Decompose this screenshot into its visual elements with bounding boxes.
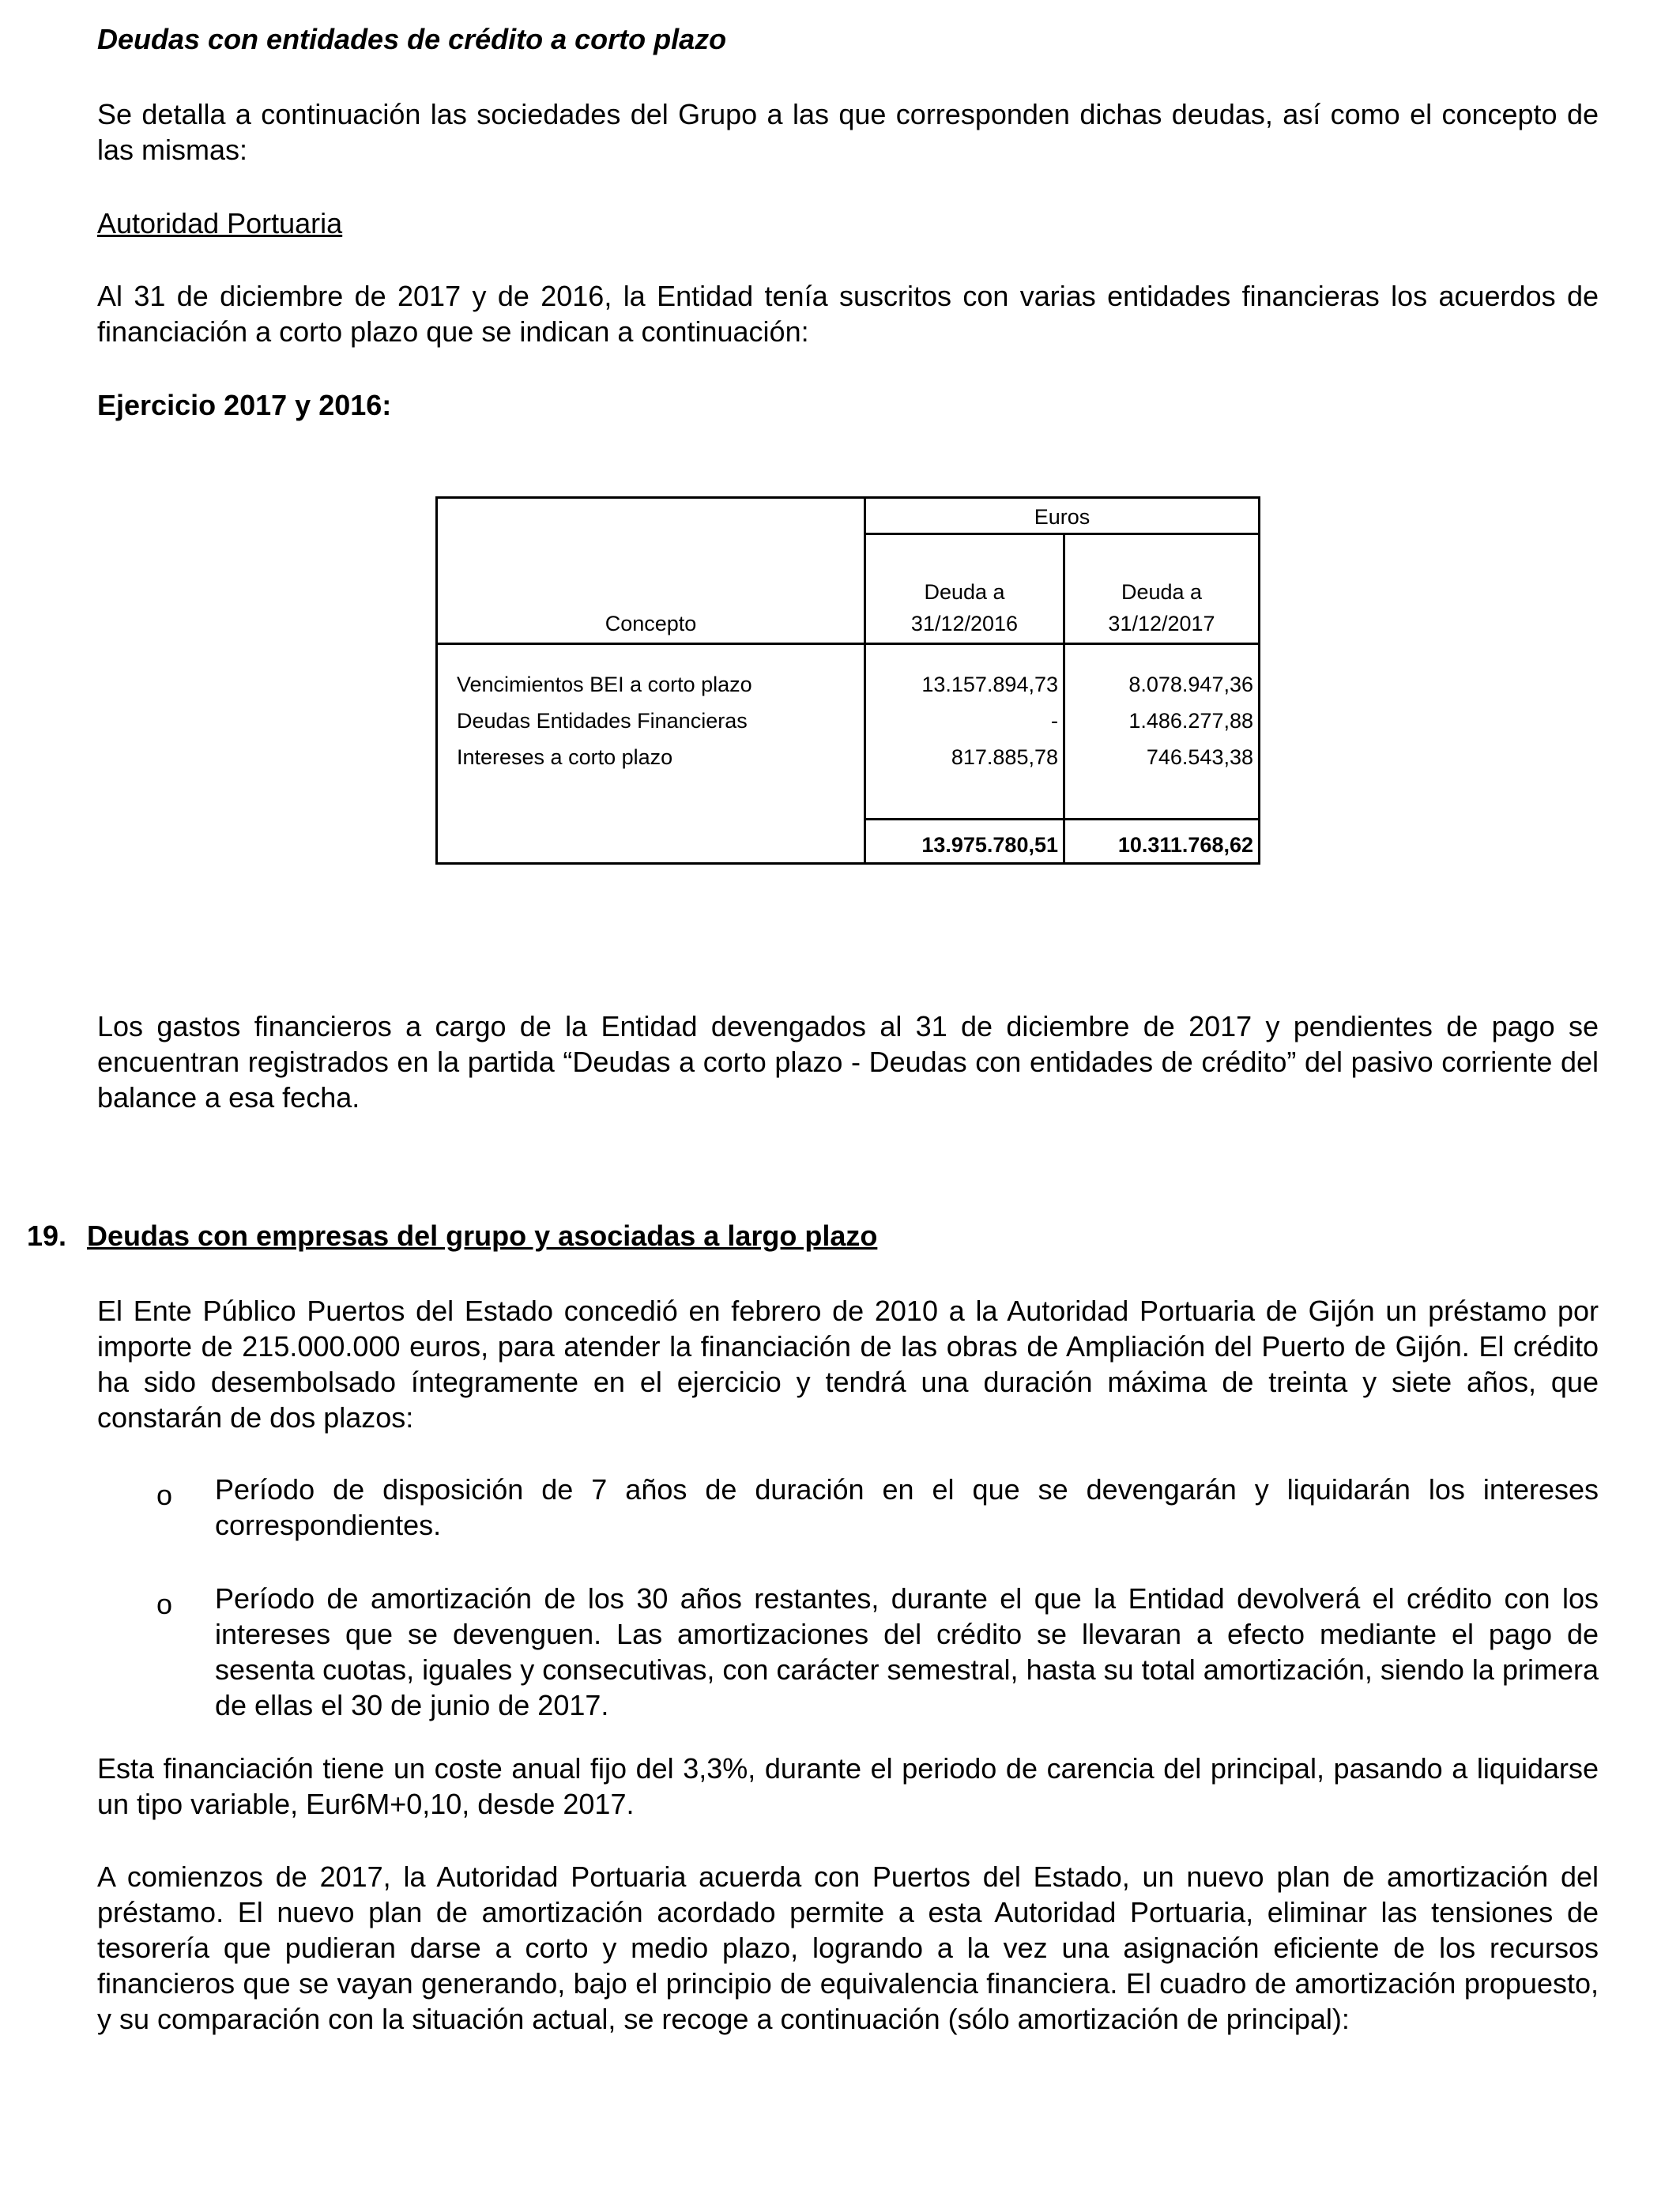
table-header-2016-line2: 31/12/2016 [910, 612, 1019, 635]
table-line-header [438, 643, 1258, 645]
list-bullet: o [156, 1479, 173, 1511]
list-bullet: o [156, 1588, 173, 1620]
section-title: Deudas con empresas del grupo y asociadas a largo plazo [87, 1220, 878, 1252]
table-line-total [864, 818, 1258, 820]
table-header-2017-line1: Deuda a [1121, 580, 1203, 604]
table-row-value-2017: 746.543,38 [1146, 745, 1253, 769]
table-header-2017-line2: 31/12/2017 [1108, 612, 1215, 635]
table-row-concept: Intereses a corto plazo [457, 745, 673, 769]
short-term-debt-table [435, 496, 1260, 865]
list-item-amortization-period: Período de amortización de los 30 años restantes, durante el que la Entidad devolverá el crédito con los intereses que se devenguen. Las amortizaciones del crédito se llevaran a efecto mediante el pago de sesenta cuotas, iguales y consecutivas, con carácter semestral, hasta su total amortización, siendo la primera de ellas el 30 de junio de 2017. [215, 1582, 1599, 1721]
table-row-value-2017: 8.078.947,36 [1128, 673, 1253, 696]
exercise-heading: Ejercicio 2017 y 2016: [97, 389, 392, 421]
table-row-concept: Deudas Entidades Financieras [457, 709, 748, 733]
table-header-2016-line1: Deuda a [924, 580, 1005, 604]
expenses-paragraph: Los gastos financieros a cargo de la Entidad devengados al 31 de diciembre de 2017 y pendientes de pago se encuentran registrados en la partida “Deudas a corto plazo - Deudas con entidades de crédito” del pasivo corriente del balance a esa fecha. [97, 1010, 1599, 1114]
list-item-disposition-period: Período de disposición de 7 años de duración en el que se devengarán y liquidarán los intereses correspondientes. [215, 1473, 1599, 1541]
section-number: 19. [27, 1220, 67, 1252]
table-header-concept: Concepto [605, 612, 697, 635]
table-row-concept: Vencimientos BEI a corto plazo [457, 673, 752, 696]
table-header-euros: Euros [1034, 505, 1090, 529]
loan-paragraph: El Ente Público Puertos del Estado concedió en febrero de 2010 a la Autoridad Portuaria de Gijón un préstamo por importe de 215.000.000 euros, para atender la financiación de las obras de Ampliación del Puerto de Gijón. El crédito ha sido desembolsado íntegramente en el ejercicio y tendrá una duración máxima de treinta y siete años, que constarán de dos plazos: [97, 1295, 1599, 1434]
agreements-paragraph: Al 31 de diciembre de 2017 y de 2016, la Entidad tenía suscritos con varias entidades financieras los acuerdos de financiación a corto plazo que se indican a continuación: [97, 280, 1599, 348]
table-row-value-2016: 817.885,78 [951, 745, 1058, 769]
table-row-value-2017: 1.486.277,88 [1128, 709, 1253, 733]
table-line-euros [864, 533, 1258, 535]
table-row-value-2016: - [1051, 709, 1058, 733]
plan-paragraph: A comienzos de 2017, la Autoridad Portuaria acuerda con Puertos del Estado, un nuevo plan de amortización del préstamo. El nuevo plan de amortización acordado permite a esta Autoridad Portuaria, eliminar las tensiones de tesorería que pudieran darse a corto y medio plazo, logrando a la vez una asignación eficiente de los recursos financieros que se vayan generando, bajo el principio de equivalencia financiera. El cuadro de amortización propuesto, y su comparación con la situación actual, se recoge a continuación (sólo amortización de principal): [97, 1860, 1599, 2035]
section-heading-short-term-debt: Deudas con entidades de crédito a corto plazo [97, 23, 727, 55]
intro-paragraph: Se detalla a continuación las sociedades del Grupo a las que corresponden dichas deudas, así como el concepto de las mismas: [97, 98, 1599, 166]
table-total-2016: 13.975.780,51 [921, 833, 1058, 857]
table-total-2017: 10.311.768,62 [1117, 833, 1253, 857]
cost-paragraph: Esta financiación tiene un coste anual fijo del 3,3%, durante el periodo de carencia del principal, pasando a liquidarse un tipo variable, Eur6M+0,10, desde 2017. [97, 1752, 1599, 1820]
table-row-value-2016: 13.157.894,73 [921, 673, 1058, 696]
subheading-autoridad-portuaria: Autoridad Portuaria [97, 207, 343, 239]
